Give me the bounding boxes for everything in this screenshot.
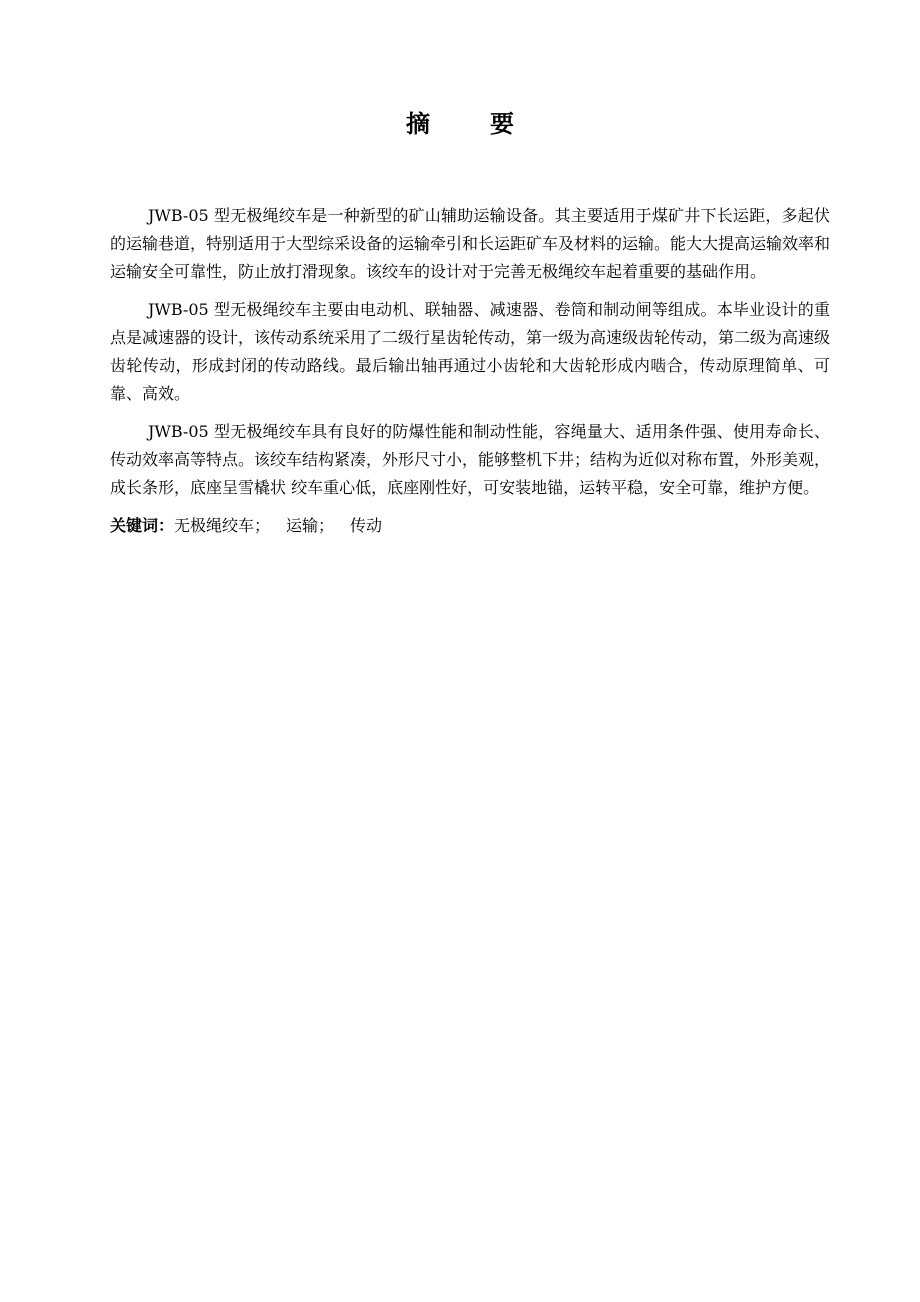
keyword-item-1: 无极绳绞车； <box>174 516 271 535</box>
abstract-body <box>110 202 830 540</box>
abstract-paragraph-3: JWB-05 型无极绳绞车具有良好的防爆性能和制动性能，容绳量大、适用条件强、使用寿命长、传动效率高等特点。该绞车结构紧凑，外形尺寸小，能够整机下井；结构为近似对称布置，外形美观，成长条形，底座呈雪橇状 绞车重心低，底座刚性好，可安装地锚，运转平稳，安全可靠，维护方便。 <box>110 422 831 497</box>
abstract-paragraph-2: JWB-05 型无极绳绞车主要由电动机、联轴器、减速器、卷筒和制动闸等组成。本毕业设计的重点是减速器的设计，该传动系统采用了二级行星齿轮传动，第一级为高速级齿轮传动，第二级为高速级齿轮传动，形成封闭的传动路线。最后输出轴再通过小齿轮和大齿轮形成内啮合，传动原理简单、可靠、高效。 <box>110 300 831 403</box>
keywords-line <box>110 512 830 540</box>
keywords-label: 关键词： <box>110 516 175 535</box>
page-title: 摘 要 <box>406 110 532 138</box>
keyword-item-3: 传动 <box>350 516 383 535</box>
keyword-item-2: 运输； <box>286 516 335 535</box>
abstract-paragraph-1: JWB-05 型无极绳绞车是一种新型的矿山辅助运输设备。其主要适用于煤矿井下长运距，多起伏的运输巷道，特别适用于大型综采设备的运输牵引和长运距矿车及材料的运输。能大大提高运输效率和运输安全可靠性，防止放打滑现象。该绞车的设计对于完善无极绳绞车起着重要的基础作用。 <box>110 206 831 281</box>
